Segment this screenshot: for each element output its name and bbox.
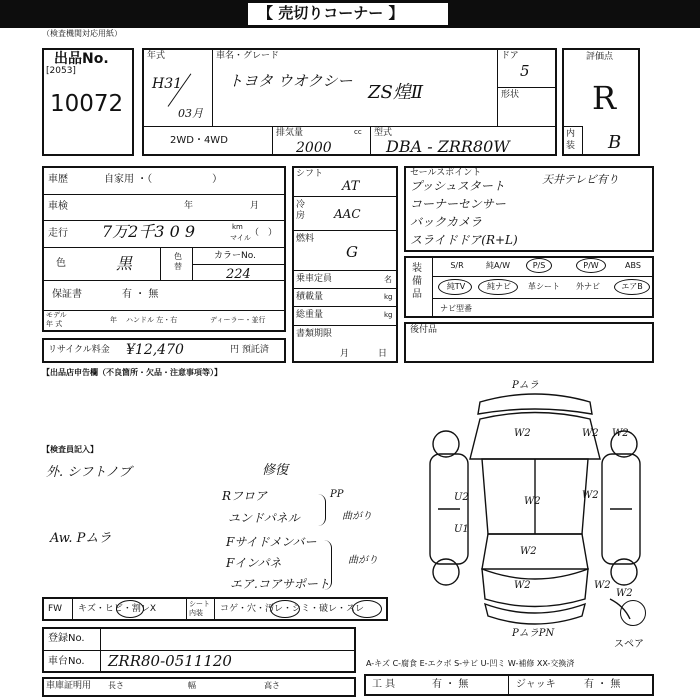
cert-length: 長さ xyxy=(108,681,124,690)
equip-leather: 革シート xyxy=(528,282,560,291)
tools-label: 工 具 xyxy=(372,679,396,690)
inspection-year: 年 xyxy=(184,201,194,211)
diag-mark-10: W2 xyxy=(514,580,531,591)
color-no: 224 xyxy=(226,267,251,282)
ac-value: AAC xyxy=(334,207,361,221)
inspector-label: 【検査員記入】 xyxy=(42,445,98,454)
seller-note-label: 【出品店申告欄（不良箇所・欠品・注意事項等）】 xyxy=(42,368,222,377)
equip-airbag: エアB xyxy=(621,282,643,291)
circle-airbag xyxy=(614,279,650,295)
color-no-label: カラーNo. xyxy=(214,251,256,261)
doors-value: 5 xyxy=(520,62,530,80)
sales-item-3: バックカメラ xyxy=(410,215,483,229)
mileage-mile: マイル xyxy=(230,234,251,242)
diag-mark-3: W2 xyxy=(582,428,599,439)
recycle-label: リサイクル料金 xyxy=(48,345,110,355)
inspection-month: 月 xyxy=(250,201,260,211)
sales-item-4: スライドドア(R+L) xyxy=(410,233,518,247)
damage-label: FW xyxy=(48,604,63,614)
lot-label: 出品No. xyxy=(54,51,109,67)
score-value: R xyxy=(592,79,617,117)
diag-mark-5: U2 xyxy=(454,492,469,503)
equip-pw: P/W xyxy=(583,261,599,270)
mileage-value: 7万2千3 0 9 xyxy=(102,222,196,241)
history-value: 自家用 ・（ ） xyxy=(104,174,223,185)
repair-2: ユンドパネル xyxy=(228,511,300,525)
registration-label: 登録No. xyxy=(48,633,85,644)
displacement-value: 2000 xyxy=(296,140,332,156)
repair-4: Fインパネ xyxy=(226,556,282,570)
equip-aw: 純A/W xyxy=(485,261,511,270)
cert-width: 幅 xyxy=(188,681,196,690)
color-repaint: 色替 xyxy=(174,252,182,271)
details-table xyxy=(42,166,286,332)
displacement-label: 排気量 xyxy=(276,128,304,138)
shift-label: シフト xyxy=(296,169,324,179)
model-year-dealer: ディーラー・並行 xyxy=(210,316,266,324)
side-mark-3: 曲がり xyxy=(348,555,378,566)
equip-tv: 純TV xyxy=(446,282,466,291)
mileage-paren: （ ） xyxy=(250,228,278,238)
repair-1: Rフロア xyxy=(222,489,268,503)
doors-label: ドア xyxy=(501,51,519,61)
fuel-label: 燃料 xyxy=(296,234,315,244)
fuel-value: G xyxy=(346,243,358,261)
equip-navi: 純ナビ xyxy=(487,282,511,291)
damage-circle-3 xyxy=(352,600,382,618)
warranty-value: 有 ・ 無 xyxy=(122,289,159,300)
spare-tire-icon xyxy=(620,600,646,626)
diag-mark-2: W2 xyxy=(514,428,531,439)
seat-label: シート内装 xyxy=(189,600,210,617)
tools-value: 有 ・ 無 xyxy=(432,679,469,690)
damage-items: キズ・ヒビ・割レX xyxy=(78,604,156,614)
equip-abs: ABS xyxy=(625,261,641,270)
jack-label: ジャッキ xyxy=(516,679,556,690)
seat-items: コゲ・穴・汚レ・シミ・破レ・スレ xyxy=(220,604,365,614)
mileage-km: km xyxy=(232,223,243,231)
displacement-unit: cc xyxy=(354,128,362,136)
spare-label: スペア xyxy=(614,639,644,650)
drive-label: 2WD・4WD xyxy=(170,135,228,146)
model-year-handle: ハンドル 左・右 xyxy=(126,316,178,324)
mileage-label: 走行 xyxy=(48,228,68,239)
car-label: 車名・グレード xyxy=(216,51,280,61)
sales-item-1: プッシュスタート xyxy=(410,179,505,193)
jack-value: 有 ・ 無 xyxy=(584,679,621,690)
capacity-unit: 名 xyxy=(384,275,392,284)
score-label: 評価点 xyxy=(586,52,614,62)
equip-ps: P/S xyxy=(532,261,546,270)
inspection-label: 車検 xyxy=(48,201,68,212)
side-mark-1: PP xyxy=(330,489,344,500)
model-year-label1: モデル xyxy=(46,311,67,319)
repair-3: Fサイドメンバー xyxy=(226,535,317,549)
recycle-value: ¥12,470 xyxy=(126,342,184,358)
diag-mark-7: U1 xyxy=(454,524,469,535)
color-value: 黒 xyxy=(116,254,133,273)
warranty-label: 保証書 xyxy=(52,289,82,300)
diag-mark-1: Pムラ xyxy=(512,380,539,391)
diag-mark-6: W2 xyxy=(524,496,541,507)
expiry-month: 月 xyxy=(340,349,350,359)
sales-label: セールスポイント xyxy=(410,168,482,178)
load-unit: kg xyxy=(384,293,393,301)
model-value: DBA - ZRR80W xyxy=(386,137,510,156)
repair-5: エア.コアサポート xyxy=(230,577,330,591)
interior-label: 内装 xyxy=(566,129,576,151)
after-label: 後付品 xyxy=(410,325,438,335)
capacity-label: 乗車定員 xyxy=(296,274,333,284)
repair-bracket-2 xyxy=(324,540,332,590)
sales-item-2: コーナーセンサー xyxy=(410,197,506,211)
weight-unit: kg xyxy=(384,311,393,319)
equip-ext-navi: 外ナビ xyxy=(576,282,600,291)
model-year-label2: 年 式 xyxy=(46,320,63,328)
year-label: 年式 xyxy=(147,51,166,61)
recycle-unit: 円 預託済 xyxy=(230,345,269,355)
diag-mark-4: W2 xyxy=(612,428,629,439)
history-label: 車歴 xyxy=(48,174,68,185)
diag-mark-11: W2 xyxy=(594,580,611,591)
model-year-year: 年 xyxy=(110,316,117,324)
year-value: H31 xyxy=(152,76,183,92)
shape-label: 形状 xyxy=(501,90,520,100)
circle-tv xyxy=(438,279,472,295)
header-title: 【 売切りコーナー 】 xyxy=(258,4,404,22)
chassis-value: ZRR80-0511120 xyxy=(108,652,232,670)
header-sub: （検査機関対応用紙） xyxy=(42,29,122,38)
weight-label: 総重量 xyxy=(296,310,324,320)
equipment-label: 装備品 xyxy=(412,263,422,300)
chassis-label: 車台No. xyxy=(48,656,85,667)
equip-sr: S/R xyxy=(450,261,464,270)
legend: A-キズ C-腐食 E-エクボ S-サビ U-凹ミ W-補修 XX-交換済 xyxy=(366,659,575,668)
interior-value: B xyxy=(608,132,622,153)
expiry-label: 書類期限 xyxy=(296,329,333,339)
side-mark-2: 曲がり xyxy=(342,511,372,522)
cert-height: 高さ xyxy=(264,681,280,690)
expiry-day: 日 xyxy=(378,349,388,359)
circle-navi xyxy=(478,279,518,295)
damage-circle-1 xyxy=(116,600,144,618)
sales-extra: 天井テレビ有り xyxy=(542,173,619,186)
repair-bracket-1 xyxy=(318,494,326,526)
circle-ps xyxy=(526,258,552,273)
diag-mark-8: W2 xyxy=(582,490,599,501)
car-grade: ZS煌Ⅱ xyxy=(368,82,424,103)
shift-value: AT xyxy=(342,179,360,194)
model-label: 型式 xyxy=(374,128,393,138)
ac-label: 冷房 xyxy=(296,200,306,221)
load-label: 積載量 xyxy=(296,292,324,302)
car-name: トヨタ ウオクシー xyxy=(228,72,353,90)
color-label: 色 xyxy=(56,258,66,269)
lot-number: 10072 xyxy=(50,91,124,117)
cert-label: 車庫証明用 xyxy=(46,681,92,691)
year-month: 03月 xyxy=(178,107,203,120)
inspector-note-2: Aw. Pムラ xyxy=(50,531,112,546)
diag-mark-13: W2 xyxy=(616,588,633,599)
diag-mark-9: W2 xyxy=(520,546,537,557)
diag-mark-12: PムラPN xyxy=(512,628,555,639)
repair-title: 修復 xyxy=(262,463,289,478)
damage-circle-2 xyxy=(270,600,300,618)
inspector-note-1: 外. シフトノブ xyxy=(46,465,132,480)
lot-code: [2053] xyxy=(46,66,76,76)
circle-pw xyxy=(576,258,606,273)
equip-navi-model: ナビ型番 xyxy=(440,304,472,313)
after-box xyxy=(404,322,654,363)
